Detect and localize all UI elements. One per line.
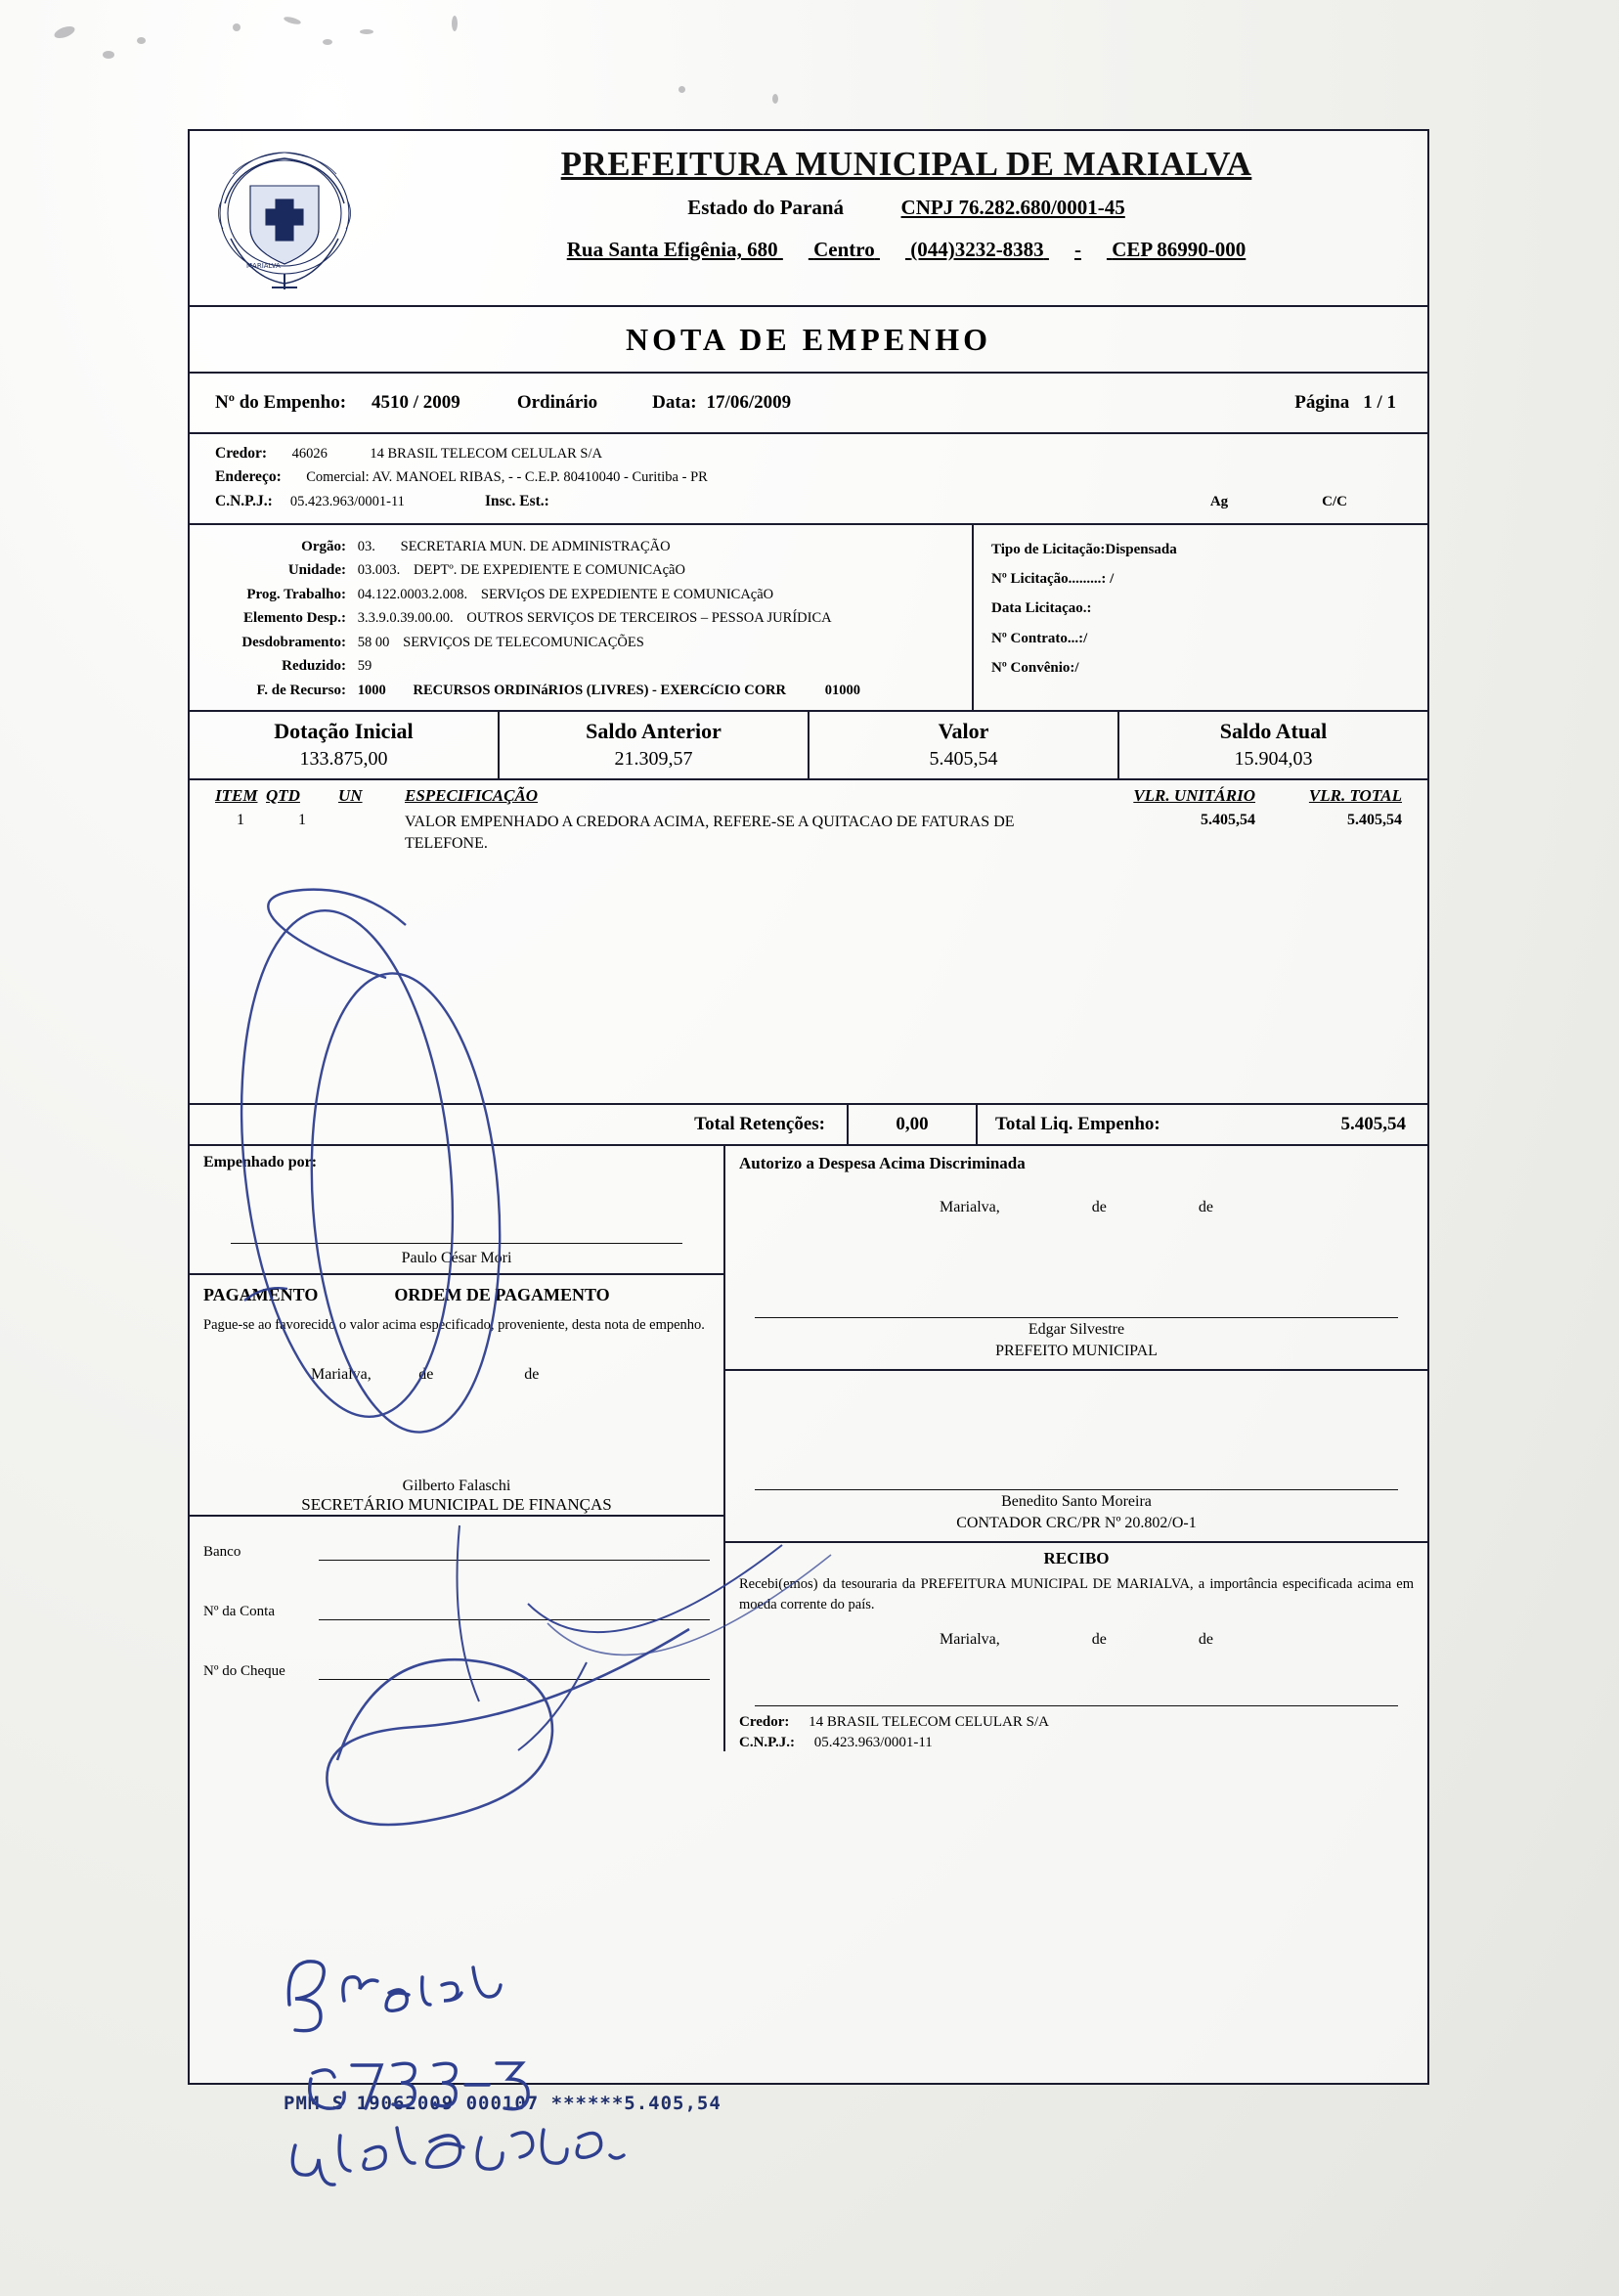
secretario-signature	[203, 1478, 710, 1515]
item-valor-total: 5.405,54	[1347, 812, 1402, 829]
prog-trabalho-code: 04.122.0003.2.008.	[357, 586, 468, 602]
empenhado-signature-line	[231, 1243, 682, 1244]
fonte-recurso-code: 1000	[357, 682, 386, 698]
classificacao-section	[190, 525, 1427, 712]
orgao-label: Orgão:	[301, 538, 346, 554]
credor-code: 46026	[291, 446, 328, 462]
empenhado-por-block	[190, 1146, 723, 1275]
prefeito-signature-name	[725, 1319, 1427, 1361]
autorizo-de-1: de	[1091, 1199, 1107, 1216]
recibo-cnpj-row	[739, 1735, 1414, 1751]
empenho-date-value: 17/06/2009	[706, 392, 792, 413]
contador-signature-name	[725, 1491, 1427, 1533]
document-type-banner: NOTA DE EMPENHO	[190, 307, 1427, 374]
total-liquido-label: Total Liq. Empenho:	[976, 1105, 1240, 1144]
elemento-despesa-desc: OUTROS SERVIÇOS DE TERCEIROS – PESSOA JURÍDICA	[466, 610, 832, 627]
recibo-text: Recebi(emos) da tesouraria da PREFEITURA MUNICIPAL DE MARIALVA, a importância especificada acima em moeda corrente do país.	[739, 1576, 1414, 1613]
cnpj-header: CNPJ 76.282.680/0001-45	[900, 196, 1125, 219]
recibo-signature-line	[755, 1705, 1398, 1706]
address-street: Rua Santa Efigênia, 680	[566, 238, 778, 261]
secretario-name: Gilberto Falaschi	[402, 1477, 511, 1494]
signatures-right-column	[725, 1146, 1427, 1751]
unidade-desc: DEPTº. DE EXPEDIENTE E COMUNICAçãO	[414, 562, 685, 579]
page-label: Página	[1294, 392, 1350, 413]
signatures-section	[190, 1146, 1427, 1751]
page-value: 1 / 1	[1363, 392, 1396, 413]
empenhado-signer-name: Paulo César Mori	[401, 1250, 512, 1267]
address-phone: (044)3232-8383	[910, 238, 1044, 261]
saldo-header-2: Valor	[938, 719, 989, 744]
pagamento-de-1: de	[418, 1365, 434, 1383]
secretario-role: SECRETÁRIO MUNICIPAL DE FINANÇAS	[301, 1494, 612, 1514]
desdobramento-code: 58 00	[357, 634, 390, 650]
credor-cnpj-label: C.N.P.J.:	[215, 492, 273, 509]
endereco-value: Comercial: AV. MANOEL RIBAS, - - C.E.P. 80410040 - Curitiba - PR	[306, 469, 708, 486]
document-header: MARIALVA PREFEITURA MUNICIPAL DE MARIALVA Estado do Paraná CNPJ 76.282.680/0001-45 Rua Santa Efigênia, 680 Centro (044)3232-8383 - CEP 86990-000	[190, 131, 1427, 307]
items-table	[190, 780, 1427, 1105]
items-header-vlr-total: VLR. TOTAL	[1308, 786, 1402, 806]
items-header-un: UN	[338, 786, 363, 806]
empenho-number-label: Nº do Empenho:	[215, 392, 347, 413]
fonte-recurso-desc: RECURSOS ORDINáRIOS (LIVRES) - EXERCíCIO CORR	[413, 682, 786, 698]
numero-licitacao: Nº Licitação.........: /	[991, 571, 1115, 588]
saldo-value-3: 15.904,03	[1234, 748, 1313, 771]
saldo-value-1: 21.309,57	[614, 748, 693, 771]
reduzido-code: 59	[357, 658, 372, 675]
autorizo-block	[725, 1146, 1427, 1371]
numero-contrato: Nº Contrato...:/	[991, 630, 1088, 646]
contador-name: Benedito Santo Moreira	[1001, 1492, 1152, 1510]
pagamento-city: Marialva,	[311, 1365, 372, 1383]
tipo-licitacao: Tipo de Licitação:Dispensada	[991, 541, 1177, 557]
bank-fields	[190, 1515, 723, 1680]
pagamento-text: Pague-se ao favorecido o valor acima especificado, proveniente, desta nota de empenho.	[203, 1317, 705, 1334]
svg-text:MARIALVA: MARIALVA	[246, 262, 281, 270]
recibo-cnpj-value: 05.423.963/0001-11	[813, 1735, 933, 1751]
cheque-input[interactable]	[319, 1650, 710, 1680]
insc-estadual-label: Insc. Est.:	[484, 492, 549, 509]
saldo-cell-valor	[808, 712, 1117, 778]
total-retencoes-label: Total Retenções:	[694, 1114, 825, 1135]
signatures-left-column	[190, 1146, 725, 1751]
empenho-date-label: Data:	[652, 392, 697, 413]
contador-block	[725, 1371, 1427, 1543]
empenhado-por-label: Empenhado por:	[203, 1154, 318, 1171]
item-un	[338, 812, 405, 854]
recibo-credor-row	[739, 1714, 1414, 1731]
recibo-title: RECIBO	[1043, 1549, 1110, 1568]
items-header-item: ITEM	[215, 786, 258, 806]
saldo-header-0: Dotação Inicial	[274, 719, 414, 744]
recibo-de-2: de	[1198, 1631, 1213, 1649]
conta-input[interactable]	[319, 1590, 710, 1620]
table-row	[190, 810, 1427, 854]
prefeito-name: Edgar Silvestre	[1028, 1320, 1125, 1338]
recibo-credor-label: Credor:	[739, 1714, 790, 1731]
recibo-de-1: de	[1091, 1631, 1107, 1649]
items-table-header	[190, 780, 1427, 810]
dot-matrix-footer: PMM S 19062009 000107 ******5.405,54	[284, 2093, 722, 2114]
saldo-value-2: 5.405,54	[929, 748, 998, 771]
saldo-cell-saldo-anterior	[498, 712, 808, 778]
desdobramento-label: Desdobramento:	[241, 634, 346, 650]
conta-label: Nº da Conta	[203, 1603, 275, 1619]
saldo-header-3: Saldo Atual	[1219, 719, 1328, 744]
saldo-cell-dotacao-inicial	[190, 712, 498, 778]
recibo-city: Marialva,	[940, 1631, 1000, 1649]
total-liquido-value: 5.405,54	[1340, 1114, 1406, 1135]
unidade-code: 03.003.	[357, 562, 401, 579]
coat-of-arms-icon	[211, 145, 358, 293]
item-qtd: 1	[298, 812, 306, 829]
agencia-label: Ag	[1209, 493, 1229, 509]
pagamento-block	[190, 1275, 723, 1515]
autorizo-de-2: de	[1198, 1199, 1213, 1216]
item-especificacao: VALOR EMPENHADO A CREDORA ACIMA, REFERE-SE A QUITACAO DE FATURAS DE TELEFONE.	[405, 814, 1015, 852]
prog-trabalho-label: Prog. Trabalho:	[246, 586, 346, 602]
items-header-vlr-unitario: VLR. UNITÁRIO	[1133, 786, 1255, 806]
fonte-recurso-label: F. de Recurso:	[256, 682, 346, 698]
conta-corrente-label: C/C	[1322, 493, 1347, 509]
unidade-label: Unidade:	[287, 562, 346, 579]
item-number: 1	[237, 812, 244, 829]
total-retencoes-value: 0,00	[847, 1105, 976, 1144]
saldo-cell-saldo-atual	[1117, 712, 1427, 778]
empenho-summary-row	[190, 374, 1427, 434]
autorizo-city: Marialva,	[940, 1199, 1000, 1216]
credor-block	[190, 434, 1427, 525]
contador-role: CONTADOR CRC/PR Nº 20.802/O-1	[956, 1514, 1197, 1531]
empenho-number-value: 4510 / 2009	[372, 392, 460, 413]
cheque-label: Nº do Cheque	[203, 1662, 285, 1679]
item-valor-unitario: 5.405,54	[1201, 812, 1255, 829]
pagamento-label: PAGAMENTO	[203, 1285, 319, 1305]
credor-label: Credor:	[215, 445, 268, 462]
items-header-especificacao: ESPECIFICAÇÃO	[405, 786, 539, 806]
prog-trabalho-desc: SERVIçOS DE EXPEDIENTE E COMUNICAçãO	[480, 586, 774, 602]
elemento-despesa-code: 3.3.9.0.39.00.00.	[357, 610, 454, 627]
credor-name: 14 BRASIL TELECOM CELULAR S/A	[370, 446, 602, 462]
nota-de-empenho-document	[188, 129, 1429, 2085]
saldo-value-0: 133.875,00	[299, 748, 388, 771]
saldo-header-1: Saldo Anterior	[586, 719, 722, 744]
prefeito-role: PREFEITO MUNICIPAL	[995, 1342, 1158, 1359]
desdobramento-desc: SERVIÇOS DE TELECOMUNICAÇÕES	[403, 634, 644, 650]
endereco-label: Endereço:	[215, 468, 282, 486]
orgao-code: 03.	[357, 538, 375, 554]
orgao-desc: SECRETARIA MUN. DE ADMINISTRAÇÃO	[400, 538, 671, 554]
items-header-qtd: QTD	[266, 786, 300, 806]
data-licitacao: Data Licitaçao.:	[991, 600, 1092, 617]
banco-label: Banco	[203, 1543, 241, 1560]
recibo-block	[725, 1543, 1427, 1751]
empenho-kind: Ordinário	[516, 392, 598, 413]
autorizo-title: Autorizo a Despesa Acima Discriminada	[739, 1154, 1026, 1173]
recibo-cnpj-label: C.N.P.J.:	[739, 1735, 795, 1751]
address-district: Centro	[813, 238, 875, 261]
numero-convenio: Nº Convênio:/	[991, 659, 1079, 676]
pagamento-de-2: de	[524, 1365, 540, 1383]
reduzido-label: Reduzido:	[282, 658, 346, 675]
ordem-pagamento-label: ORDEM DE PAGAMENTO	[394, 1285, 610, 1305]
recibo-credor-name: 14 BRASIL TELECOM CELULAR S/A	[809, 1714, 1049, 1731]
state-label: Estado do Paraná	[687, 196, 845, 219]
banco-input[interactable]	[319, 1530, 710, 1561]
totals-row	[190, 1105, 1427, 1146]
elemento-despesa-label: Elemento Desp.:	[243, 610, 346, 627]
fonte-recurso-num: 01000	[824, 682, 860, 698]
address-cep: CEP 86990-000	[1112, 238, 1247, 261]
page-title: PREFEITURA MUNICIPAL DE MARIALVA	[560, 145, 1252, 183]
credor-cnpj-value: 05.423.963/0001-11	[289, 493, 405, 509]
saldo-table	[190, 712, 1427, 780]
